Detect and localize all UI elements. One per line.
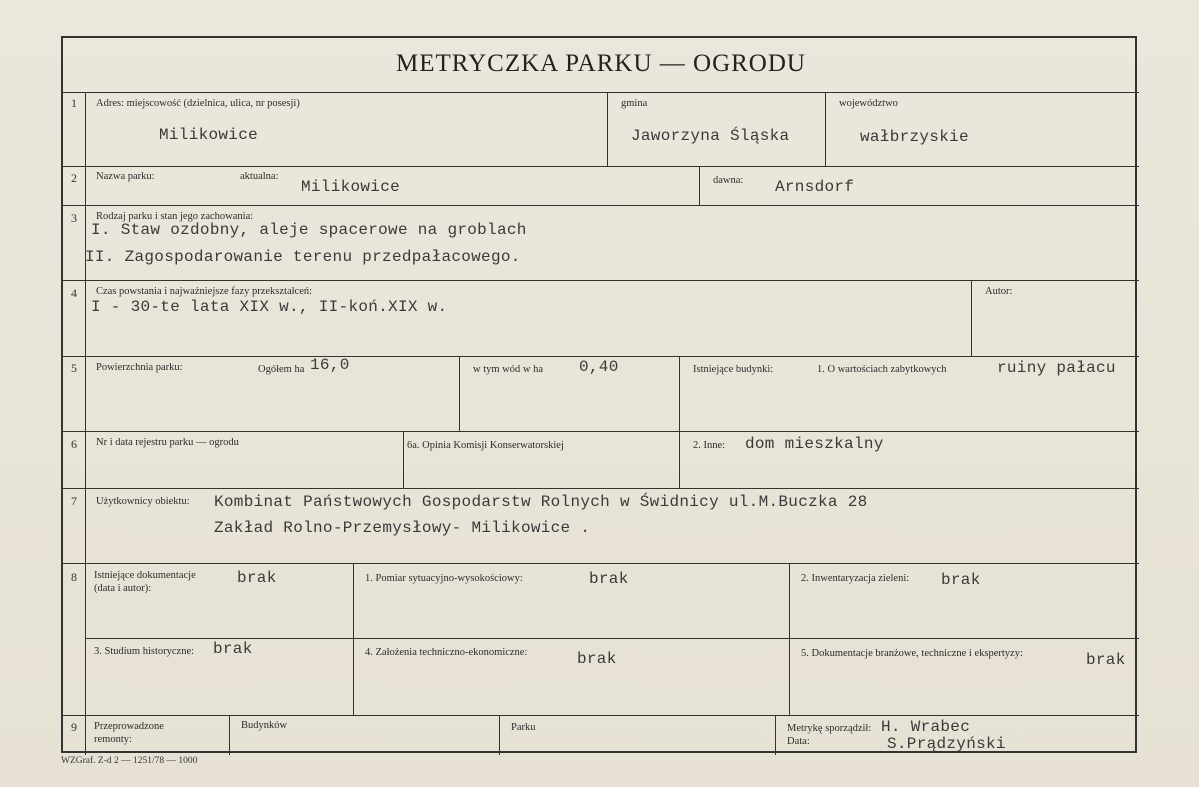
cell-border — [607, 92, 608, 166]
prepared-by-value-1: H. Wrabec — [881, 718, 971, 736]
current-name-value: Milikowice — [301, 178, 401, 196]
row-number: 7 — [71, 494, 77, 508]
water-area-label: w tym wód w ha — [473, 364, 543, 375]
total-area-value: 16,0 — [310, 356, 350, 374]
repairs-label-line-1: Przeprowadzone — [94, 721, 164, 732]
gmina-label: gmina — [621, 98, 648, 109]
divider — [63, 488, 1139, 489]
existing-docs-label-line-1: Istniejące dokumentacje — [94, 570, 196, 581]
technical-economic-value: brak — [577, 650, 617, 668]
divider — [63, 563, 1139, 564]
number-column-line — [85, 92, 86, 755]
existing-buildings-label: Istniejące budynki: — [693, 364, 774, 375]
existing-docs-label — [94, 569, 196, 595]
technical-economic-label: 4. Założenia techniczno-ekonomiczne: — [365, 647, 528, 658]
cell-border — [699, 166, 700, 205]
form-title: METRYCZKA PARKU — OGRODU — [396, 50, 806, 77]
cell-border — [229, 715, 230, 755]
row-number: 5 — [71, 361, 77, 375]
divider — [85, 638, 1139, 639]
prepared-by-label: Metrykę sporządził: — [787, 723, 872, 734]
survey-value: brak — [589, 570, 629, 588]
row-number: 3 — [71, 211, 77, 225]
divider — [63, 431, 1139, 432]
branch-docs-value: brak — [1086, 651, 1126, 669]
row-number: 8 — [71, 570, 77, 584]
former-name-value: Arnsdorf — [775, 178, 855, 196]
print-footer: WZGraf. Z-d 2 — 1251/78 — 1000 — [61, 756, 198, 766]
row-number: 2 — [71, 171, 77, 185]
buildings-repairs-label: Budynków — [241, 720, 288, 731]
divider — [63, 356, 1139, 357]
water-area-value: 0,40 — [579, 358, 619, 376]
existing-docs-label-line-2: (data i autor): — [94, 583, 152, 594]
historical-study-label: 3. Studium historyczne: — [94, 646, 195, 657]
divider — [63, 205, 1139, 206]
commission-opinion-label: 6a. Opinia Komisji Konserwatorskiej — [407, 440, 564, 451]
survey-label: 1. Pomiar sytuacyjno-wysokościowy: — [365, 573, 523, 584]
park-area-label: Powierzchnia parku: — [96, 362, 183, 373]
historic-buildings-label: 1. O wartościach zabytkowych — [817, 364, 947, 375]
cell-border — [789, 563, 790, 715]
repairs-label-line-2: remonty: — [94, 734, 132, 745]
cell-border — [459, 356, 460, 431]
divider — [63, 166, 1139, 167]
other-buildings-value: dom mieszkalny — [745, 435, 884, 453]
creation-time-label: Czas powstania i najważniejsze fazy przekształceń: — [96, 286, 313, 297]
divider — [63, 92, 1139, 93]
park-repairs-label: Parku — [511, 722, 536, 733]
cell-border — [499, 715, 500, 755]
cell-border — [353, 563, 354, 715]
row-number: 9 — [71, 720, 77, 734]
date-label: Data: — [787, 736, 810, 747]
divider — [63, 280, 1139, 281]
gmina-value: Jaworzyna Śląska — [631, 127, 790, 145]
park-type-line-2: II. Zagospodarowanie terenu przedpałacowego. — [85, 248, 521, 266]
cell-border — [403, 431, 404, 488]
divider — [63, 715, 1139, 716]
historical-study-value: brak — [213, 640, 253, 658]
row-number: 6 — [71, 437, 77, 451]
prepared-by-value-2: S.Prądzyński — [887, 735, 1006, 753]
park-type-line-1: I. Staw ozdobny, aleje spacerowe na groblach — [91, 221, 527, 239]
voivodeship-value: wałbrzyskie — [860, 128, 969, 146]
cell-border — [679, 356, 680, 431]
current-name-label: aktualna: — [240, 171, 279, 182]
creation-time-value: I - 30-te lata XIX w., II-koń.XIX w. — [91, 298, 448, 316]
other-buildings-label: 2. Inne: — [693, 440, 726, 451]
users-line-2: Zakład Rolno-Przemysłowy- Milikowice . — [214, 519, 591, 537]
cell-border — [971, 280, 972, 356]
former-name-label: dawna: — [713, 175, 744, 186]
branch-docs-label: 5. Dokumentacje branżowe, techniczne i ekspertyzy: — [801, 648, 1023, 659]
author-label: Autor: — [985, 286, 1013, 297]
total-area-label: Ogółem ha — [258, 364, 305, 375]
greenery-inventory-value: brak — [941, 571, 981, 589]
park-type-label: Rodzaj parku i stan jego zachowania: — [96, 211, 254, 222]
cell-border — [825, 92, 826, 166]
greenery-inventory-label: 2. Inwentaryzacja zieleni: — [801, 573, 910, 584]
cell-border — [775, 715, 776, 755]
address-label: Adres: miejscowość (dzielnica, ulica, nr posesji) — [96, 98, 300, 109]
existing-docs-value: brak — [237, 569, 277, 587]
users-line-1: Kombinat Państwowych Gospodarstw Rolnych w Świdnicy ul.M.Buczka 28 — [214, 493, 868, 511]
repairs-label — [94, 720, 164, 746]
row-number: 4 — [71, 286, 77, 300]
row-number: 1 — [71, 96, 77, 110]
park-name-label: Nazwa parku: — [96, 171, 155, 182]
users-label: Użytkownicy obiektu: — [96, 496, 190, 507]
register-label: Nr i data rejestru parku — ogrodu — [96, 437, 239, 448]
address-value: Milikowice — [159, 126, 259, 144]
park-record-form — [61, 36, 1137, 753]
cell-border — [679, 431, 680, 488]
historic-buildings-value: ruiny pałacu — [997, 359, 1116, 377]
voivodeship-label: województwo — [839, 98, 898, 109]
